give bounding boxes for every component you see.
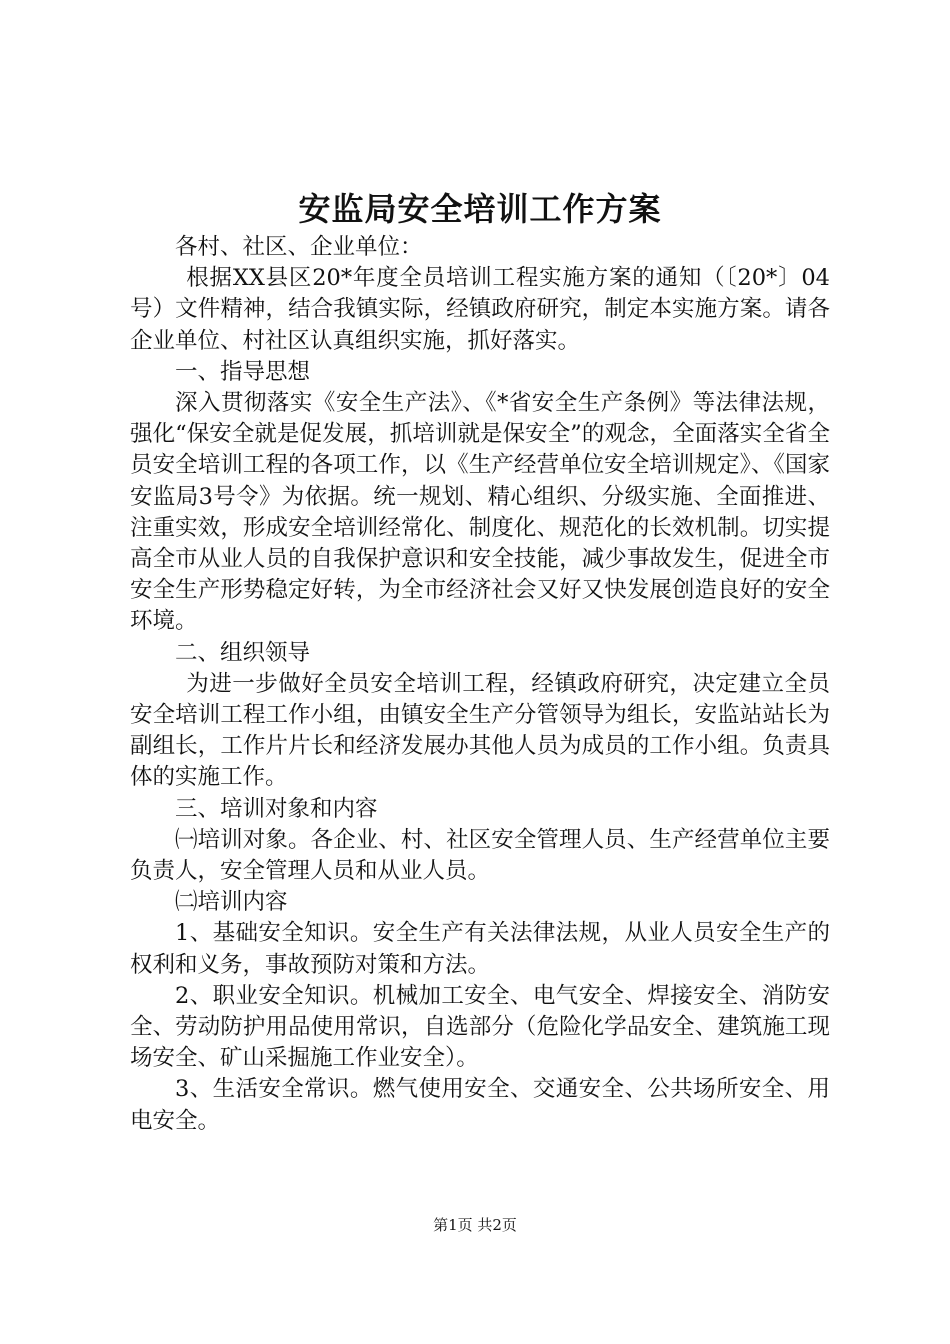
salutation: 各村、社区、企业单位： [175, 234, 423, 260]
intro-paragraph: 根据XX县区20*年度全员培训工程实施方案的通知（〔20*〕04号）文件精神，结合我镇实际，经镇政府研究，制定本实施方案。请各企业单位、村社区认真组织实施，抓好落实。 [130, 265, 830, 354]
content-item-2: 2、职业安全知识。机械加工安全、电气安全、焊接安全、消防安全、劳动防护用品使用常识，自选部分（危险化学品安全、建筑施工现场安全、矿山采掘施工作业安全）。 [130, 982, 830, 1072]
section-heading-3: 三、培训对象和内容 [175, 795, 378, 822]
training-targets-paragraph: ㈠培训对象。各企业、村、社区安全管理人员、生产经营单位主要负责人，安全管理人员和从业人员。 [130, 826, 830, 885]
content-item-1: 1、基础安全知识。安全生产有关法律法规，从业人员安全生产的权利和义务，事故预防对策和方法。 [130, 920, 830, 978]
page-footer: 第1页 共2页 [433, 1216, 517, 1234]
document-body [130, 232, 830, 1137]
content-item-3: 3、生活安全常识。燃气使用安全、交通安全、公共场所安全、用电安全。 [130, 1076, 830, 1134]
section-heading-2: 二、组织领导 [175, 639, 311, 666]
section-1-paragraph: 深入贯彻落实《安全生产法》、《*省安全生产条例》等法律法规，强化“保安全就是促发展，抓培训就是保安全”的观念，全面落实全省全员安全培训工程的各项工作，以《生产经营单位安全培训规定》、《国家安监局3号令》为依据。统一规划、精心组织、分级实施、全面推进、注重实效，形成安全培训经常化、制度化、规范化的长效机制。切实提高全市从业人员的自我保护意识和安全技能，减少事故发生，促进全市安全生产形势稳定好转，为全市经济社会又好又快发展创造良好的安全环境。 [130, 390, 830, 635]
section-2-paragraph: 为进一步做好全员安全培训工程，经镇政府研究，决定建立全员安全培训工程工作小组，由镇安全生产分管领导为组长，安监站站长为副组长，工作片片长和经济发展办其他人员为成员的工作小组。负责具体的实施工作。 [130, 670, 830, 791]
document-title: 安监局安全培训工作方案 [298, 190, 662, 228]
section-heading-1: 一、指导思想 [175, 358, 311, 385]
training-content-heading: ㈡培训内容 [175, 889, 288, 916]
